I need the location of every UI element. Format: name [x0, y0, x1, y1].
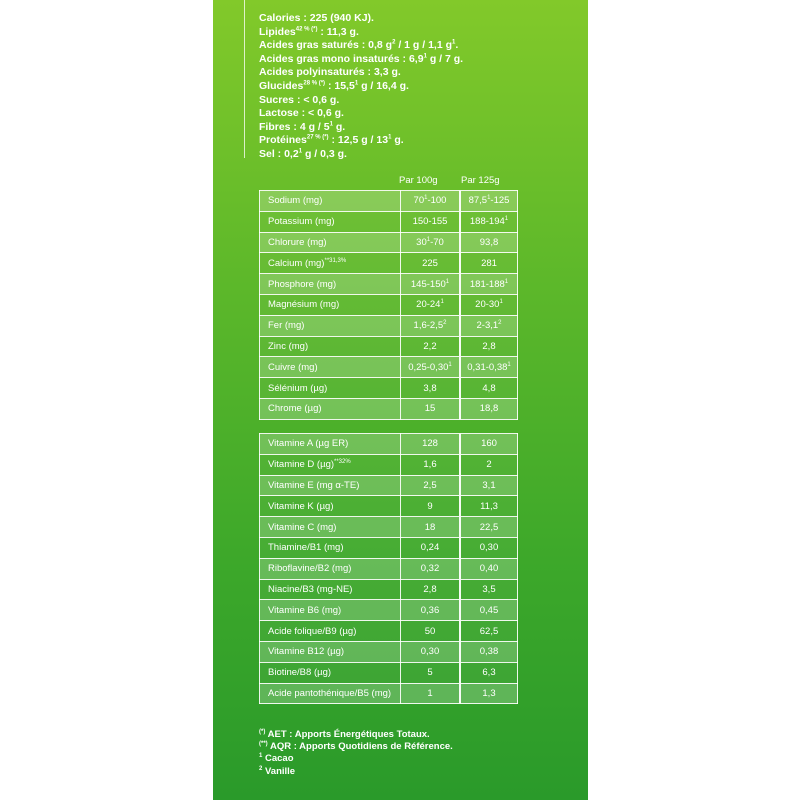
value-text: 20-30 — [475, 299, 500, 311]
value-per-100g — [401, 641, 461, 662]
row-label — [260, 454, 401, 475]
summary-tail: g. — [391, 134, 404, 147]
row-label — [260, 496, 401, 517]
label-text: Vitamine C (mg) — [268, 521, 337, 533]
value-text: 2,5 — [423, 479, 437, 491]
row-label — [260, 434, 401, 455]
value-text: 2 — [486, 459, 492, 471]
header-per-125g: Par 125g — [461, 175, 500, 186]
value-text: 0,32 — [420, 563, 440, 575]
value-text: 6,3 — [482, 667, 496, 679]
value-text: 225 — [422, 257, 438, 269]
value-per-100g — [401, 191, 461, 212]
value-per-125g — [460, 537, 518, 558]
value-sup: 1 — [424, 195, 428, 202]
table-row — [260, 517, 518, 538]
label-text: Vitamine B6 (mg) — [268, 604, 342, 616]
value-text: 2,2 — [423, 340, 437, 352]
value-per-125g — [460, 621, 518, 642]
table-row — [260, 434, 518, 455]
summary-text: Acides polyinsaturés : 3,3 g. — [259, 66, 401, 79]
summary-sup: 28 % (*) — [303, 80, 326, 87]
summary-text: Sucres : < 0,6 g. — [259, 93, 340, 106]
value-text: 93,8 — [479, 236, 499, 248]
value-per-100g — [401, 558, 461, 579]
value-text: 62,5 — [479, 625, 499, 637]
value-text: 128 — [422, 438, 438, 450]
summary-text: Lactose : < 0,6 g. — [259, 107, 344, 120]
value-text: 4,8 — [482, 382, 496, 394]
nutrition-panel — [213, 0, 588, 800]
value-per-100g — [401, 537, 461, 558]
value-text: 22,5 — [479, 521, 499, 533]
label-text: Sodium (mg) — [268, 195, 323, 207]
summary-line — [259, 94, 559, 108]
value-per-100g — [401, 232, 461, 253]
summary-text: Lipides — [259, 25, 296, 38]
summary-text: Glucides — [259, 79, 304, 92]
table-row — [260, 621, 518, 642]
value-per-100g — [401, 294, 461, 315]
value-text: 70 — [413, 195, 425, 207]
value-text: 3,5 — [482, 583, 496, 595]
row-label — [260, 600, 401, 621]
summary-line — [259, 26, 559, 40]
value-sup: 1 — [487, 195, 491, 202]
value-per-125g — [460, 475, 518, 496]
summary-line — [259, 121, 559, 135]
summary-sup: 27 % (*) — [306, 134, 329, 141]
summary-sup: 1 — [354, 80, 359, 87]
summary-text: Acides gras mono insaturés : 6,9 — [259, 52, 424, 65]
value-text: 181-188 — [469, 278, 505, 290]
value-per-125g — [460, 662, 518, 683]
value-tail: -70 — [430, 236, 444, 248]
row-label — [260, 662, 401, 683]
row-label — [260, 579, 401, 600]
value-per-125g — [460, 434, 518, 455]
summary-tail: . — [455, 39, 459, 52]
footnote-line — [259, 753, 453, 765]
row-label — [260, 641, 401, 662]
footnote-line — [259, 741, 453, 753]
value-per-125g — [460, 253, 518, 274]
summary-text: Acides gras saturés : 0,8 g — [259, 39, 393, 52]
value-text: 9 — [427, 500, 433, 512]
value-per-100g — [401, 315, 461, 336]
value-text: 0,45 — [479, 604, 499, 616]
row-label — [260, 558, 401, 579]
table-row — [260, 600, 518, 621]
value-per-125g — [460, 496, 518, 517]
label-text: Acide folique/B9 (µg) — [268, 625, 357, 637]
nutrition-summary — [259, 12, 559, 162]
table-row — [260, 211, 518, 232]
value-text: 1,3 — [482, 687, 496, 699]
summary-text: Sel : 0,2 — [259, 147, 299, 160]
summary-sup: 1 — [298, 148, 303, 155]
label-text: Thiamine/B1 (mg) — [268, 542, 344, 554]
value-text: 150-155 — [412, 216, 448, 228]
minerals-table — [259, 190, 518, 420]
value-per-100g — [401, 475, 461, 496]
value-per-100g — [401, 398, 461, 419]
value-per-100g — [401, 621, 461, 642]
footnote-mark: 2 — [259, 765, 263, 772]
value-per-100g — [401, 600, 461, 621]
label-text: Zinc (mg) — [268, 340, 309, 352]
label-sup: **32% — [334, 459, 351, 466]
value-text: 0,31-0,38 — [467, 361, 508, 373]
row-label — [260, 274, 401, 295]
summary-tail: g / 0,3 g. — [302, 147, 347, 160]
value-per-125g — [460, 398, 518, 419]
value-per-125g — [460, 336, 518, 357]
value-text: 2,8 — [423, 583, 437, 595]
row-label — [260, 253, 401, 274]
row-label — [260, 294, 401, 315]
summary-tail: g / 7 g. — [426, 52, 464, 65]
row-label — [260, 537, 401, 558]
summary-sup: 2 — [392, 39, 396, 46]
summary-tail: : 12,5 g / 13 — [328, 134, 389, 147]
table-row — [260, 683, 518, 704]
value-per-100g — [401, 496, 461, 517]
value-per-100g — [401, 336, 461, 357]
label-text: Chlorure (mg) — [268, 236, 327, 248]
label-text: Biotine/B8 (µg) — [268, 667, 332, 679]
table-row — [260, 191, 518, 212]
value-sup: 1 — [440, 299, 444, 306]
row-label — [260, 357, 401, 378]
value-sup: 2 — [498, 320, 502, 327]
value-per-100g — [401, 579, 461, 600]
summary-tail: g / 16,4 g. — [358, 79, 409, 92]
footnote-text: AQR : Apports Quotidiens de Référence. — [267, 741, 453, 753]
label-text: Sélénium (µg) — [268, 382, 328, 394]
value-text: 1,6-2,5 — [413, 320, 444, 332]
value-per-125g — [460, 294, 518, 315]
table-row — [260, 253, 518, 274]
header-per-100g: Par 100g — [399, 175, 438, 186]
footnote-line — [259, 729, 453, 741]
value-sup: 1 — [507, 361, 511, 368]
value-text: 1 — [427, 687, 433, 699]
footnotes — [259, 729, 453, 778]
label-text: Fer (mg) — [268, 320, 305, 332]
table-row — [260, 537, 518, 558]
value-text: 20-24 — [416, 299, 441, 311]
value-text: 0,25-0,30 — [408, 361, 449, 373]
summary-line — [259, 39, 559, 53]
table-row — [260, 274, 518, 295]
footnote-text: AET : Apports Énergétiques Totaux. — [265, 729, 430, 740]
summary-line — [259, 107, 559, 121]
row-label — [260, 517, 401, 538]
value-text: 160 — [481, 438, 497, 450]
value-per-100g — [401, 274, 461, 295]
vitamins-table — [259, 433, 518, 704]
footnote-mark: (**) — [259, 741, 268, 748]
value-per-125g — [460, 558, 518, 579]
summary-line — [259, 148, 559, 162]
label-text: Vitamine E (mg α-TE) — [268, 479, 360, 491]
value-text: 0,38 — [479, 646, 499, 658]
value-per-100g — [401, 434, 461, 455]
label-text: Potassium (mg) — [268, 216, 335, 228]
row-label — [260, 683, 401, 704]
table-row — [260, 398, 518, 419]
value-text: 0,36 — [420, 604, 440, 616]
table-row — [260, 232, 518, 253]
label-sup: **31,3% — [324, 257, 347, 264]
summary-sup: 1 — [388, 134, 392, 141]
value-tail: -125 — [490, 195, 510, 207]
summary-tail: / 1 g / 1,1 g — [395, 39, 453, 52]
table-row — [260, 558, 518, 579]
label-text: Riboflavine/B2 (mg) — [268, 563, 352, 575]
summary-tail: : 15,5 — [325, 79, 355, 92]
value-text: 3,8 — [423, 382, 437, 394]
summary-tail: : 11,3 g. — [317, 25, 359, 38]
value-text: 30 — [416, 236, 427, 248]
footnote-text: Cacao — [262, 753, 294, 765]
label-text: Niacine/B3 (mg-NE) — [268, 583, 353, 595]
summary-tail: g. — [332, 120, 346, 133]
footnote-mark: 1 — [259, 753, 263, 760]
value-text: 0,40 — [479, 563, 499, 575]
summary-line — [259, 12, 559, 26]
row-label — [260, 232, 401, 253]
value-sup: 2 — [443, 320, 447, 327]
table-row — [260, 294, 518, 315]
value-text: 15 — [424, 403, 436, 415]
value-per-125g — [460, 211, 518, 232]
label-text: Vitamine K (µg) — [268, 500, 334, 512]
summary-line — [259, 53, 559, 67]
row-label — [260, 211, 401, 232]
value-text: 2,8 — [482, 340, 496, 352]
table-row — [260, 641, 518, 662]
summary-sup: 1 — [452, 39, 456, 46]
value-sup: 1 — [448, 361, 452, 368]
summary-sup: 42 % (*) — [295, 26, 318, 33]
value-per-125g — [460, 232, 518, 253]
value-per-125g — [460, 683, 518, 704]
summary-text: Calories : 225 (940 KJ). — [259, 12, 374, 24]
footnote-mark: (*) — [259, 728, 266, 735]
value-sup: 1 — [499, 299, 503, 306]
value-per-125g — [460, 274, 518, 295]
value-text: 1,6 — [423, 459, 437, 471]
value-per-125g — [460, 191, 518, 212]
label-text: Vitamine B12 (µg) — [268, 646, 345, 658]
value-text: 281 — [481, 257, 497, 269]
table-row — [260, 454, 518, 475]
label-text: Vitamine D (µg) — [268, 459, 335, 471]
value-text: 2-3,1 — [476, 320, 499, 332]
value-per-125g — [460, 378, 518, 399]
label-text: Chrome (µg) — [268, 403, 322, 415]
table-row — [260, 475, 518, 496]
label-text: Vitamine A (µg ER) — [268, 438, 349, 450]
table-row — [260, 579, 518, 600]
value-text: 50 — [424, 625, 436, 637]
summary-sup: 1 — [423, 53, 427, 60]
footnote-line — [259, 766, 453, 778]
value-sup: 1 — [445, 278, 450, 285]
table-row — [260, 357, 518, 378]
value-per-100g — [401, 378, 461, 399]
row-label — [260, 191, 401, 212]
value-text: 3,1 — [482, 479, 496, 491]
value-per-100g — [401, 683, 461, 704]
value-text: 188-194 — [469, 216, 505, 228]
row-label — [260, 621, 401, 642]
label-text: Calcium (mg) — [268, 257, 325, 269]
summary-sup: 1 — [329, 121, 333, 128]
label-text: Phosphore (mg) — [268, 278, 337, 290]
value-tail: -100 — [427, 195, 447, 207]
table-row — [260, 662, 518, 683]
label-text: Acide pantothénique/B5 (mg) — [268, 687, 392, 699]
value-per-125g — [460, 357, 518, 378]
row-label — [260, 475, 401, 496]
row-label — [260, 378, 401, 399]
value-text: 18,8 — [479, 403, 499, 415]
value-per-125g — [460, 579, 518, 600]
value-per-100g — [401, 253, 461, 274]
value-text: 145-150 — [410, 278, 446, 290]
table-row — [260, 336, 518, 357]
value-per-125g — [460, 517, 518, 538]
value-sup: 1 — [504, 278, 509, 285]
value-text: 0,30 — [420, 646, 440, 658]
summary-text: Protéines — [259, 134, 307, 147]
summary-line — [259, 80, 559, 94]
row-label — [260, 336, 401, 357]
value-per-100g — [401, 454, 461, 475]
label-text: Magnésium (mg) — [268, 299, 340, 311]
value-text: 87,5 — [468, 195, 488, 207]
value-text: 5 — [427, 667, 433, 679]
value-text: 0,30 — [479, 542, 499, 554]
value-per-125g — [460, 600, 518, 621]
value-per-125g — [460, 315, 518, 336]
row-label — [260, 398, 401, 419]
value-text: 18 — [424, 521, 436, 533]
value-text: 11,3 — [480, 500, 498, 512]
table-row — [260, 496, 518, 517]
summary-line — [259, 66, 559, 80]
summary-text: Fibres : 4 g / 5 — [259, 120, 330, 133]
value-per-125g — [460, 454, 518, 475]
value-per-100g — [401, 662, 461, 683]
value-text: 0,24 — [420, 542, 440, 554]
value-per-100g — [401, 357, 461, 378]
value-per-125g — [460, 641, 518, 662]
summary-line — [259, 134, 559, 148]
table-row — [260, 315, 518, 336]
label-text: Cuivre (mg) — [268, 361, 318, 373]
value-per-100g — [401, 517, 461, 538]
summary-divider — [244, 0, 245, 158]
value-sup: 1 — [504, 216, 509, 223]
footnote-text: Vanille — [262, 765, 296, 777]
row-label — [260, 315, 401, 336]
value-per-100g — [401, 211, 461, 232]
table-row — [260, 378, 518, 399]
value-sup: 1 — [426, 236, 431, 243]
